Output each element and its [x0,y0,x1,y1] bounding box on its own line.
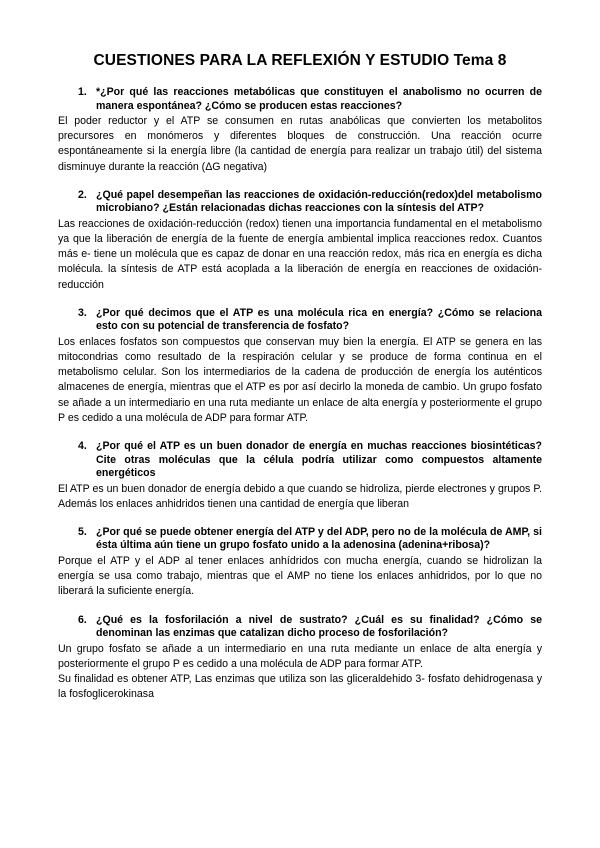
question-section-4 [58,440,542,512]
question-text: ¿Por qué decimos que el ATP es una molécula rica en energía? ¿Cómo se relaciona esto con su potencial de transferencia de fosfato? [96,306,542,333]
question-number: 4. [78,440,87,453]
question-heading [58,307,542,334]
question-text: ¿Por qué se puede obtener energía del ATP y del ADP, pero no de la molécula de AMP, si ésta última aún tiene un grupo fosfato unido a la adenosina (adenina+ribosa)? [96,525,542,552]
question-heading [58,86,542,113]
answer-paragraph: Un grupo fosfato se añade a un intermediario en una ruta mediante un enlace de alta energía y posteriormente el grupo P es cedido a una molécula de ADP para formar ATP. [58,642,542,670]
question-number: 5. [78,525,87,538]
question-section-3 [58,307,542,426]
question-text: ¿Por qué el ATP es un buen donador de energía en muchas reacciones biosintéticas? Cite otras moléculas que la célula podría utilizar como compuestos altamente energéticos [96,440,542,480]
question-section-5 [58,526,542,600]
question-number: 6. [78,613,87,626]
question-heading [58,614,542,641]
answer-paragraph: Los enlaces fosfatos son compuestos que conservan muy bien la energía. El ATP se genera en las mitocondrias como resultado de la respiración celular y se produce de forma continua en el metabolismo celular. Son los intermediarios de la cadena de producción de energía los auténticos almacenes de energía, mientras que el ATP es por así decirlo la moneda de cambio. Un grupo fosfato se añade a un intermediario en una ruta mediante un enlace de alta energía y posteriormente el grupo P es cedido a una molécula de ADP para formar ATP. [58,335,542,424]
question-number: 2. [78,188,87,201]
page-title: CUESTIONES PARA LA REFLEXIÓN Y ESTUDIO Tema 8 [93,52,507,69]
question-heading [58,526,542,553]
question-text: *¿Por qué las reacciones metabólicas que constituyen el anabolismo no ocurren de manera espontánea? ¿Cómo se producen estas reacciones? [96,86,542,112]
question-section-1 [58,86,542,175]
question-section-6 [58,614,542,703]
question-number: 1. [78,86,87,98]
answer-paragraph: Las reacciones de oxidación-reducción (redox) tienen una importancia fundamental en el metabolismo ya que la liberación de energía de la fuente de energía ambiental implica reacciones redox. Cuantos más e- tiene un molécula que es capaz de donar en una reacción redox, más rica en energía es dicha molécula. la síntesis de ATP está acoplada a la liberación de energía en reacciones de oxidación-reducción [58,217,542,291]
question-number: 3. [78,306,87,319]
question-heading [58,440,542,481]
answer-paragraph: El poder reductor y el ATP se consumen en rutas anabólicas que convierten los metabolitos precursores en monómeros y diferentes bloques de construcción. Una reacción ocurre espontáneamente si la energía libre (la cantidad de energía para realizar un trabajo útil) del sistema disminuye durante la reacción (ΔG negativa) [58,115,542,173]
answer-paragraph: Porque el ATP y el ADP al tener enlaces anhídridos con mucha energía, cuando se hidrolizan la energía se usa como trabajo, mientras que el AMP no tiene los enlaces anhidridos, por lo que no liberará la suficiente energía. [58,554,542,598]
question-section-2 [58,189,542,293]
question-heading [58,189,542,216]
question-text: ¿Qué es la fosforilación a nivel de sustrato? ¿Cuál es su finalidad? ¿Cómo se denominan las enzimas que catalizan dicho proceso de fosforilación? [96,613,542,640]
answer-paragraph: Su finalidad es obtener ATP, Las enzimas que utiliza son las gliceraldehido 3- fosfato dehidrogenasa y la fosfoglicerokinasa [58,672,542,701]
answer-paragraph: El ATP es un buen donador de energía debido a que cuando se hidroliza, pierde electrones y grupos P. Además los enlaces anhidridos tienen una cantidad de energía que liberan [58,482,542,510]
question-text: ¿Qué papel desempeñan las reacciones de oxidación-reducción(redox)del metabolismo microbiano? ¿Están relacionadas dichas reacciones con la síntesis del ATP? [96,188,542,215]
